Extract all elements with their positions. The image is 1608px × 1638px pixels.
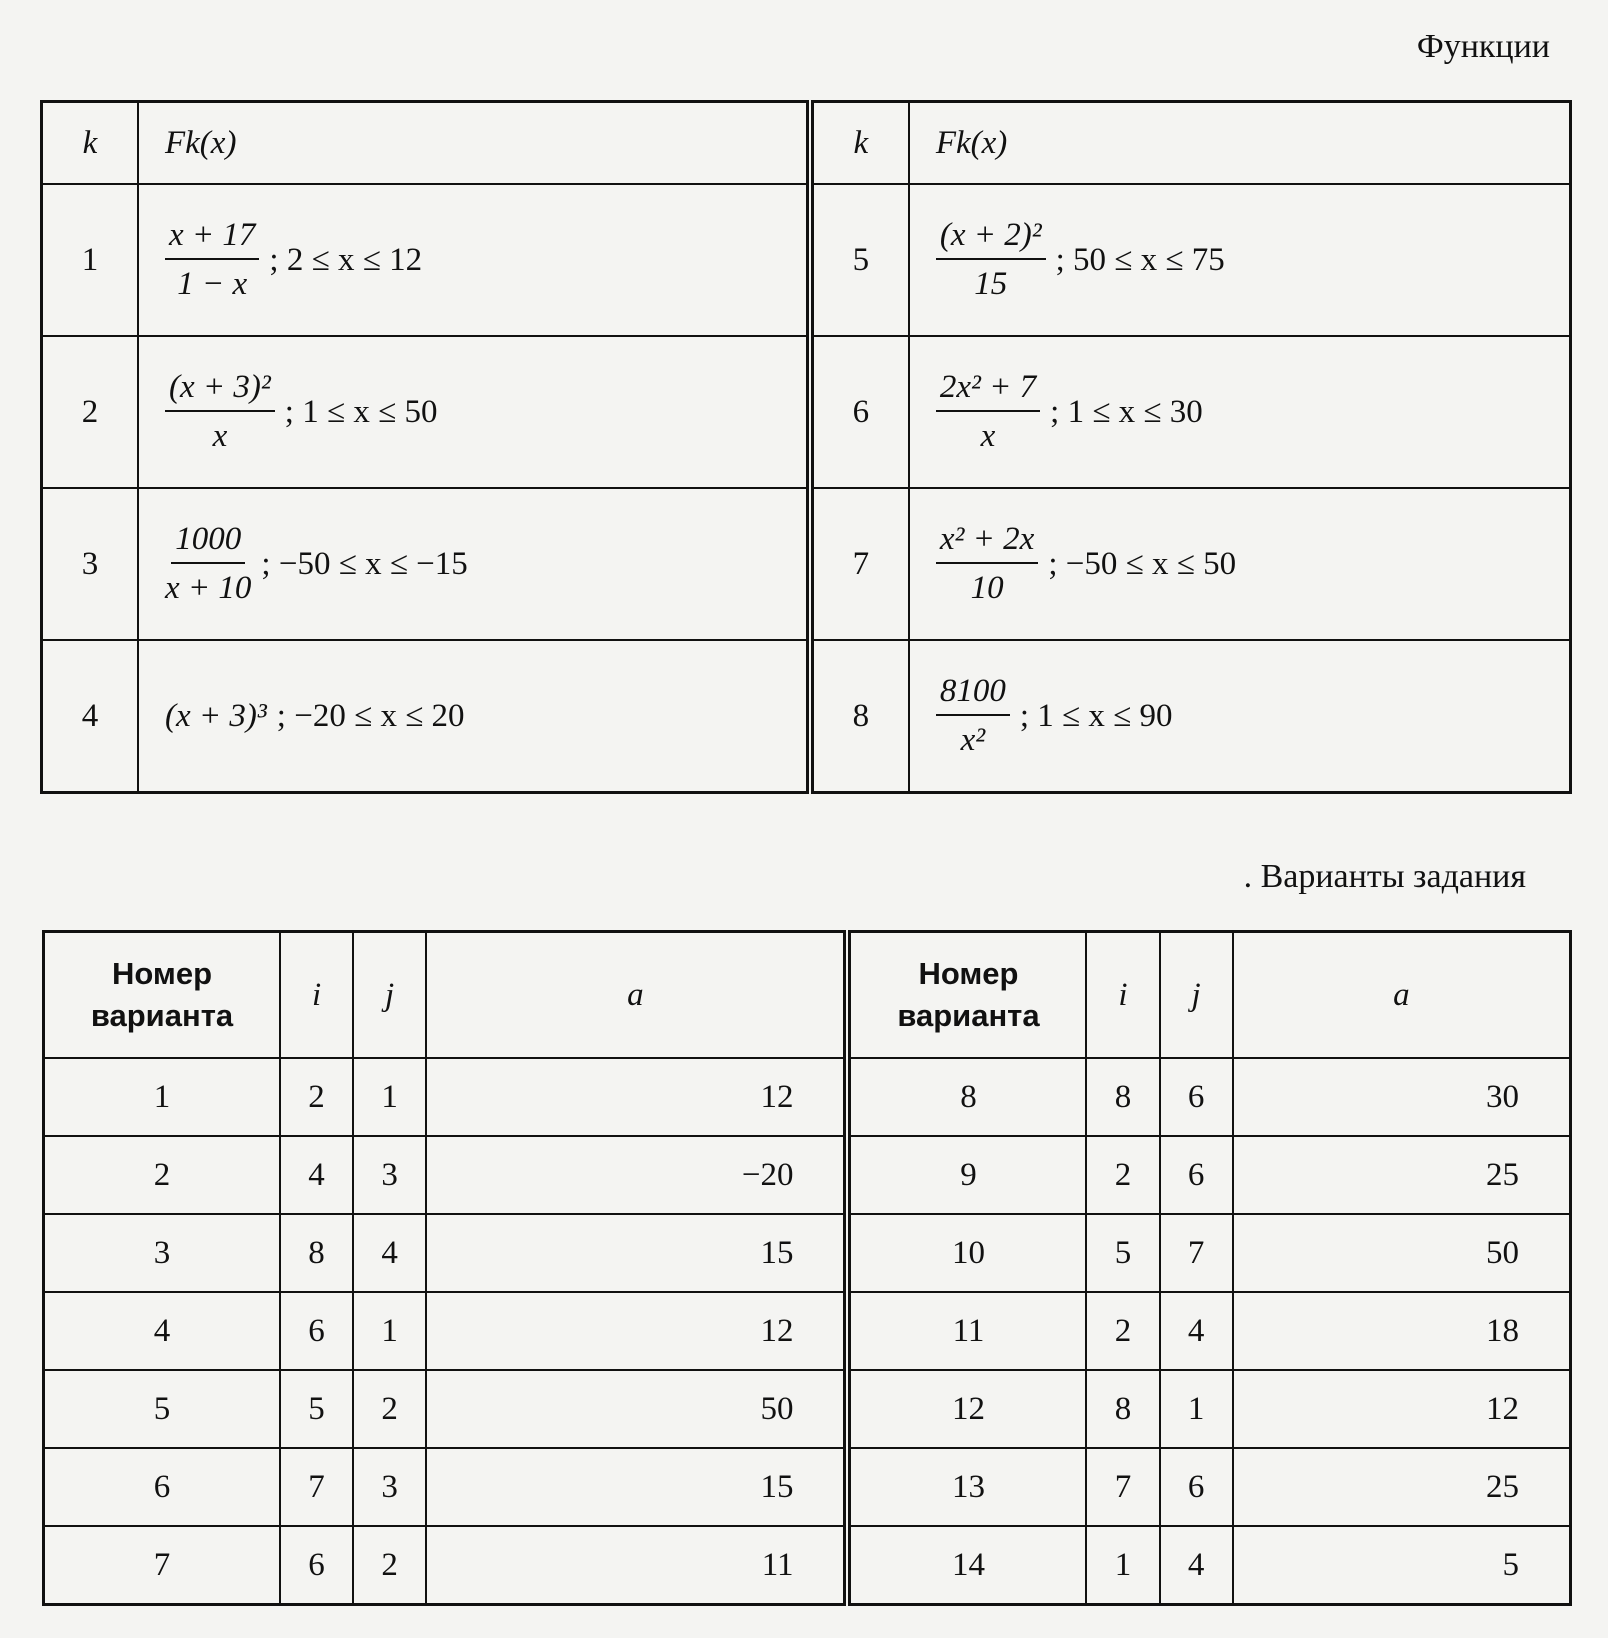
fraction-denominator: x [212, 418, 228, 454]
cell-variant-number: 8 [847, 1058, 1086, 1136]
function-k: 1 [42, 184, 139, 336]
cell-i-value: 6 [280, 1526, 353, 1605]
functions-header-row [42, 102, 1571, 185]
cell-j-value: 6 [1160, 1058, 1233, 1136]
cell-a-value: 12 [1233, 1370, 1571, 1448]
fraction-denominator: 15 [974, 266, 1008, 302]
function-expression: (x + 3)³ [165, 697, 267, 734]
cell-variant-number: 5 [44, 1370, 281, 1448]
cell-i-value: 5 [280, 1370, 353, 1448]
cell-i-value: 2 [1086, 1136, 1159, 1214]
variants-header-row [44, 932, 1571, 1059]
cell-a-value: 11 [426, 1526, 847, 1605]
fraction [936, 521, 1038, 607]
function-k: 5 [810, 184, 909, 336]
header-j: j [353, 932, 426, 1059]
function-range: ; −20 ≤ x ≤ 20 [276, 697, 465, 734]
function-cell [909, 336, 1571, 488]
function-k: 8 [810, 640, 909, 793]
cell-j-value: 1 [1160, 1370, 1233, 1448]
fraction-numerator: 1000 [171, 521, 245, 564]
table-row [44, 1448, 1571, 1526]
cell-a-value: −20 [426, 1136, 847, 1214]
function-cell [909, 640, 1571, 793]
function-cell [138, 336, 810, 488]
fraction-numerator: x + 17 [165, 217, 259, 260]
cell-variant-number: 6 [44, 1448, 281, 1526]
cell-variant-number: 4 [44, 1292, 281, 1370]
cell-j-value: 4 [1160, 1526, 1233, 1605]
fraction-numerator: (x + 2)² [936, 217, 1046, 260]
function-cell [909, 488, 1571, 640]
cell-j-value: 7 [1160, 1214, 1233, 1292]
table-row [44, 1058, 1571, 1136]
cell-j-value: 2 [353, 1370, 426, 1448]
function-range: ; −50 ≤ x ≤ −15 [261, 545, 468, 582]
fraction-numerator: 8100 [936, 673, 1010, 716]
header-variant-number-line2: варианта [90, 998, 234, 1033]
variants-table [42, 930, 1572, 1606]
fraction [936, 673, 1010, 759]
fraction-numerator: 2x² + 7 [936, 369, 1040, 412]
cell-i-value: 4 [280, 1136, 353, 1214]
cell-variant-number: 3 [44, 1214, 281, 1292]
fraction [936, 217, 1046, 303]
cell-j-value: 3 [353, 1448, 426, 1526]
cell-a-value: 25 [1233, 1136, 1571, 1214]
cell-j-value: 1 [353, 1058, 426, 1136]
cell-j-value: 6 [1160, 1136, 1233, 1214]
cell-variant-number: 7 [44, 1526, 281, 1605]
cell-j-value: 1 [353, 1292, 426, 1370]
header-a: a [1233, 932, 1571, 1059]
functions-caption: Функции [1416, 28, 1550, 65]
cell-i-value: 7 [1086, 1448, 1159, 1526]
header-k: k [42, 102, 139, 185]
functions-row [42, 640, 1571, 793]
cell-a-value: 30 [1233, 1058, 1571, 1136]
function-range: ; −50 ≤ x ≤ 50 [1048, 545, 1237, 582]
variants-caption: . Варианты задания [1243, 858, 1526, 895]
table-row [44, 1292, 1571, 1370]
fraction-numerator: (x + 3)² [165, 369, 275, 412]
cell-i-value: 7 [280, 1448, 353, 1526]
fraction-denominator: 1 − x [177, 266, 248, 302]
function-range: ; 2 ≤ x ≤ 12 [269, 241, 423, 278]
fraction [936, 369, 1040, 455]
cell-j-value: 4 [353, 1214, 426, 1292]
cell-variant-number: 14 [847, 1526, 1086, 1605]
header-variant-number-line2: варианта [897, 998, 1040, 1033]
function-cell [138, 640, 810, 793]
function-range: ; 1 ≤ x ≤ 50 [284, 393, 438, 430]
variants-body [44, 1058, 1571, 1605]
cell-variant-number: 11 [847, 1292, 1086, 1370]
header-a: a [426, 932, 847, 1059]
table-row [44, 1136, 1571, 1214]
cell-i-value: 8 [280, 1214, 353, 1292]
header-fk: Fk(x) [909, 102, 1571, 185]
header-variant-number [44, 932, 281, 1059]
functions-table [40, 100, 1572, 794]
cell-i-value: 2 [280, 1058, 353, 1136]
function-range: ; 1 ≤ x ≤ 90 [1019, 697, 1173, 734]
header-fk: Fk(x) [138, 102, 810, 185]
table-row [44, 1214, 1571, 1292]
header-variant-number-line1: Номер [918, 956, 1019, 991]
cell-a-value: 50 [1233, 1214, 1571, 1292]
cell-a-value: 15 [426, 1214, 847, 1292]
cell-a-value: 5 [1233, 1526, 1571, 1605]
cell-a-value: 18 [1233, 1292, 1571, 1370]
cell-j-value: 6 [1160, 1448, 1233, 1526]
cell-variant-number: 2 [44, 1136, 281, 1214]
fraction-denominator: x [980, 418, 996, 454]
cell-i-value: 6 [280, 1292, 353, 1370]
cell-variant-number: 12 [847, 1370, 1086, 1448]
cell-j-value: 3 [353, 1136, 426, 1214]
cell-a-value: 15 [426, 1448, 847, 1526]
fraction-denominator: 10 [970, 570, 1004, 606]
header-k: k [810, 102, 909, 185]
function-k: 2 [42, 336, 139, 488]
functions-row [42, 336, 1571, 488]
function-cell [909, 184, 1571, 336]
cell-i-value: 8 [1086, 1058, 1159, 1136]
table-row [44, 1370, 1571, 1448]
cell-a-value: 12 [426, 1292, 847, 1370]
header-j: j [1160, 932, 1233, 1059]
cell-i-value: 1 [1086, 1526, 1159, 1605]
table-row [44, 1526, 1571, 1605]
function-cell [138, 184, 810, 336]
function-k: 3 [42, 488, 139, 640]
function-k: 4 [42, 640, 139, 793]
fraction-denominator: x² [960, 722, 986, 758]
fraction [165, 217, 259, 303]
cell-a-value: 12 [426, 1058, 847, 1136]
fraction [165, 369, 275, 455]
cell-variant-number: 13 [847, 1448, 1086, 1526]
header-variant-number [847, 932, 1086, 1059]
function-k: 6 [810, 336, 909, 488]
function-range: ; 50 ≤ x ≤ 75 [1055, 241, 1225, 278]
cell-a-value: 50 [426, 1370, 847, 1448]
cell-variant-number: 1 [44, 1058, 281, 1136]
header-variant-number-line1: Номер [111, 956, 213, 991]
cell-variant-number: 10 [847, 1214, 1086, 1292]
header-i: i [1086, 932, 1159, 1059]
cell-a-value: 25 [1233, 1448, 1571, 1526]
fraction [165, 521, 251, 607]
cell-i-value: 2 [1086, 1292, 1159, 1370]
function-range: ; 1 ≤ x ≤ 30 [1050, 393, 1203, 430]
function-cell [138, 488, 810, 640]
cell-i-value: 5 [1086, 1214, 1159, 1292]
cell-i-value: 8 [1086, 1370, 1159, 1448]
fraction-numerator: x² + 2x [936, 521, 1038, 564]
cell-variant-number: 9 [847, 1136, 1086, 1214]
functions-row [42, 184, 1571, 336]
functions-row [42, 488, 1571, 640]
cell-j-value: 2 [353, 1526, 426, 1605]
function-k: 7 [810, 488, 909, 640]
fraction-denominator: x + 10 [165, 570, 252, 606]
header-i: i [280, 932, 353, 1059]
cell-j-value: 4 [1160, 1292, 1233, 1370]
